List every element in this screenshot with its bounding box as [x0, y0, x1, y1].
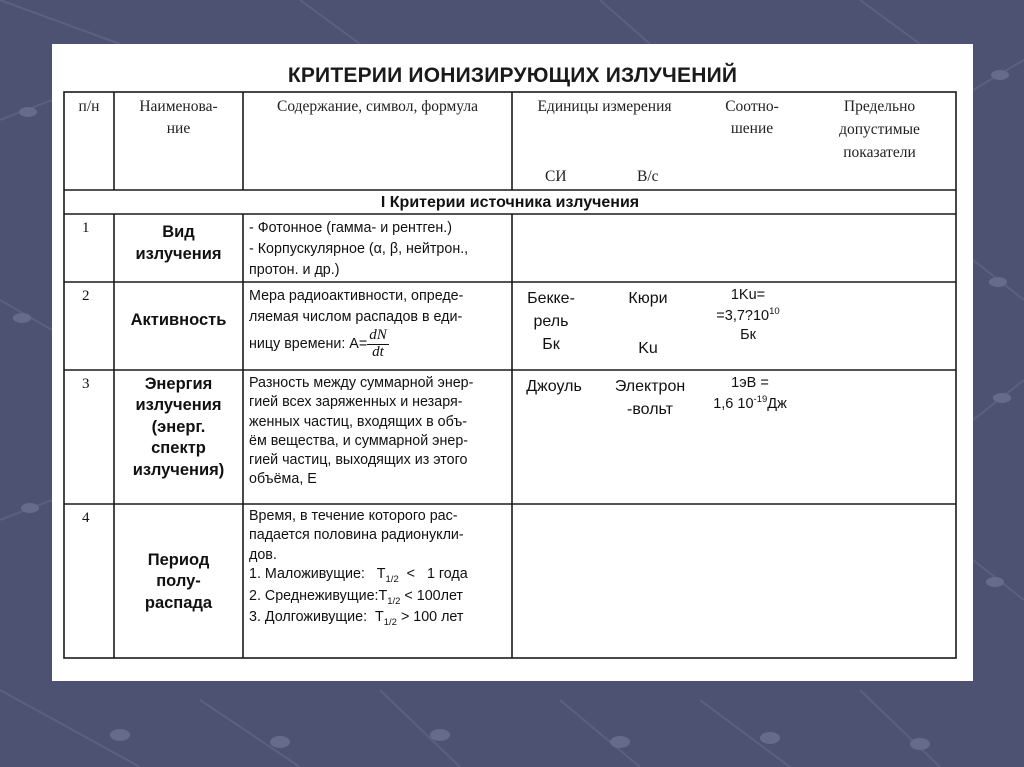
row4-desc [249, 507, 468, 630]
row4-desc-line6-text: 3. Долгоживущие: Т [249, 609, 384, 626]
row3-name-line4: спектр [151, 439, 206, 458]
row4-desc-line4-tail: < 1 года [398, 565, 468, 582]
row2-ratio [702, 286, 794, 346]
slide-title: КРИТЕРИИ ИОНИЗИРУЮЩИХ ИЗЛУЧЕНИЙ [287, 64, 738, 87]
row3-unit-bs [604, 375, 696, 421]
row3-name-line5: излучения) [132, 460, 225, 479]
derivative-formula [367, 328, 389, 361]
row2-unit-si-line3: Бк [542, 336, 560, 354]
row3-ratio-line2-text: 1,6 10 [713, 395, 754, 412]
row3-num: 3 [82, 376, 90, 392]
row3-desc-line4: ём вещества, и суммарной энер- [249, 432, 469, 449]
header-num: п/н [78, 98, 100, 115]
row4-desc-line6-sub: 1/2 [383, 617, 397, 629]
row2-desc-line2: ляемая числом распадов в еди- [249, 309, 463, 325]
formula-numerator: dN [369, 327, 387, 343]
row4-desc-line3: дов. [249, 546, 277, 563]
row4-name-line3: распада [144, 593, 213, 612]
header-name-line2: ние [166, 120, 191, 137]
row3-desc-line2: гией всех заряженных и незаря- [249, 394, 463, 411]
row3-name-line1: Энергия [144, 375, 213, 393]
row4-desc-line5-sub: 1/2 [387, 595, 401, 607]
row2-name: Активность [130, 311, 227, 329]
row3-unit-bs-line2: -вольт [627, 401, 673, 419]
row1-desc-line3: протон. и др.) [249, 262, 340, 278]
row4-desc-line5-tail: < 100лет [400, 587, 463, 604]
slide [52, 44, 973, 681]
row3-unit-bs-line1: Электрон [614, 378, 686, 395]
header-units-si: СИ [545, 168, 567, 185]
row2-ratio-line3: Бк [740, 326, 756, 343]
header-units: Единицы измерения [537, 98, 672, 115]
row4-desc-line5 [249, 587, 468, 609]
row2-unit-si-line1: Бекке- [527, 290, 575, 307]
row2-ratio-line2 [702, 306, 794, 326]
row4-desc-line4 [249, 565, 468, 587]
header-limits-line1: Предельно [843, 98, 916, 115]
header-ratio-line2: шение [730, 120, 774, 137]
header-content: Содержание, символ, формула [277, 98, 478, 115]
row3-ratio-line2 [700, 394, 800, 414]
header-ratio-line1: Соотно- [725, 98, 779, 115]
row4-desc-line6 [249, 608, 468, 630]
row3-desc-line5: гией частиц, выходящих из этого [249, 452, 468, 469]
row4-desc-line2: падается половина радионукли- [249, 527, 464, 544]
row4-desc-line4-text: 1. Маложивущие: Т [249, 565, 386, 582]
row3-name [114, 374, 243, 481]
row3-name-line3: (энерг. [151, 417, 206, 436]
header-name-line1: Наименова- [139, 98, 218, 115]
row2-desc-line3 [249, 328, 389, 361]
row4-name [114, 550, 243, 614]
row4-desc-line6-tail: > 100 лет [396, 609, 464, 626]
row4-desc-line4-sub: 1/2 [385, 573, 399, 585]
header-limits-line2: допустимые [839, 121, 920, 138]
row4-name-line2: полу- [156, 572, 201, 591]
row1-desc-line2: - Корпускулярное (α, β, нейтрон., [249, 241, 469, 257]
row2-unit-bs-line2: Ku [638, 340, 658, 357]
row3-desc-line3: женных частиц, входящих в объ- [249, 413, 468, 430]
row2-unit-si-line2: рель [533, 313, 569, 331]
row2-desc-line3-text: ницу времени: А= [249, 336, 368, 353]
formula-denominator: dt [372, 343, 384, 360]
row4-desc-line5-text: 2. Среднеживущие:Т [249, 587, 388, 604]
row2-ratio-line1: 1Ku= [730, 287, 766, 303]
row4-name-line1: Период [147, 551, 210, 569]
row3-ratio [700, 374, 800, 414]
row3-ratio-unit: Дж [767, 395, 787, 412]
section-heading: I Критерии источника излучения [380, 194, 640, 211]
row2-ratio-line2-text: =3,7?10 [716, 307, 770, 324]
row1-desc-line1: - Фотонное (гамма- и рентген.) [249, 220, 452, 236]
row2-unit-bs-line1: Кюри [628, 290, 668, 307]
row2-desc-line1: Мера радиоактивности, опреде- [249, 288, 464, 304]
row3-desc [249, 374, 473, 490]
row2-num: 2 [82, 288, 90, 304]
row1-num: 1 [82, 220, 90, 236]
row3-ratio-exponent: -19 [753, 393, 768, 405]
row3-unit-si: Джоуль [526, 378, 582, 395]
row2-unit-si [514, 287, 588, 357]
row3-desc-line1: Разность между суммарной энер- [249, 375, 474, 391]
row3-ratio-line1: 1эВ = [731, 375, 769, 391]
row1-name-line2: излучения [135, 245, 222, 263]
header-limits-line3: показатели [843, 144, 916, 161]
header-units-bs: В/с [637, 168, 659, 185]
row3-desc-line6: объёма, Е [249, 471, 317, 488]
row1-name-line1: Вид [162, 223, 195, 241]
row4-num: 4 [82, 510, 90, 526]
row2-ratio-exponent: 10 [769, 305, 780, 317]
row3-name-line2: излучения [135, 396, 222, 415]
row4-desc-line1: Время, в течение которого рас- [249, 508, 458, 524]
